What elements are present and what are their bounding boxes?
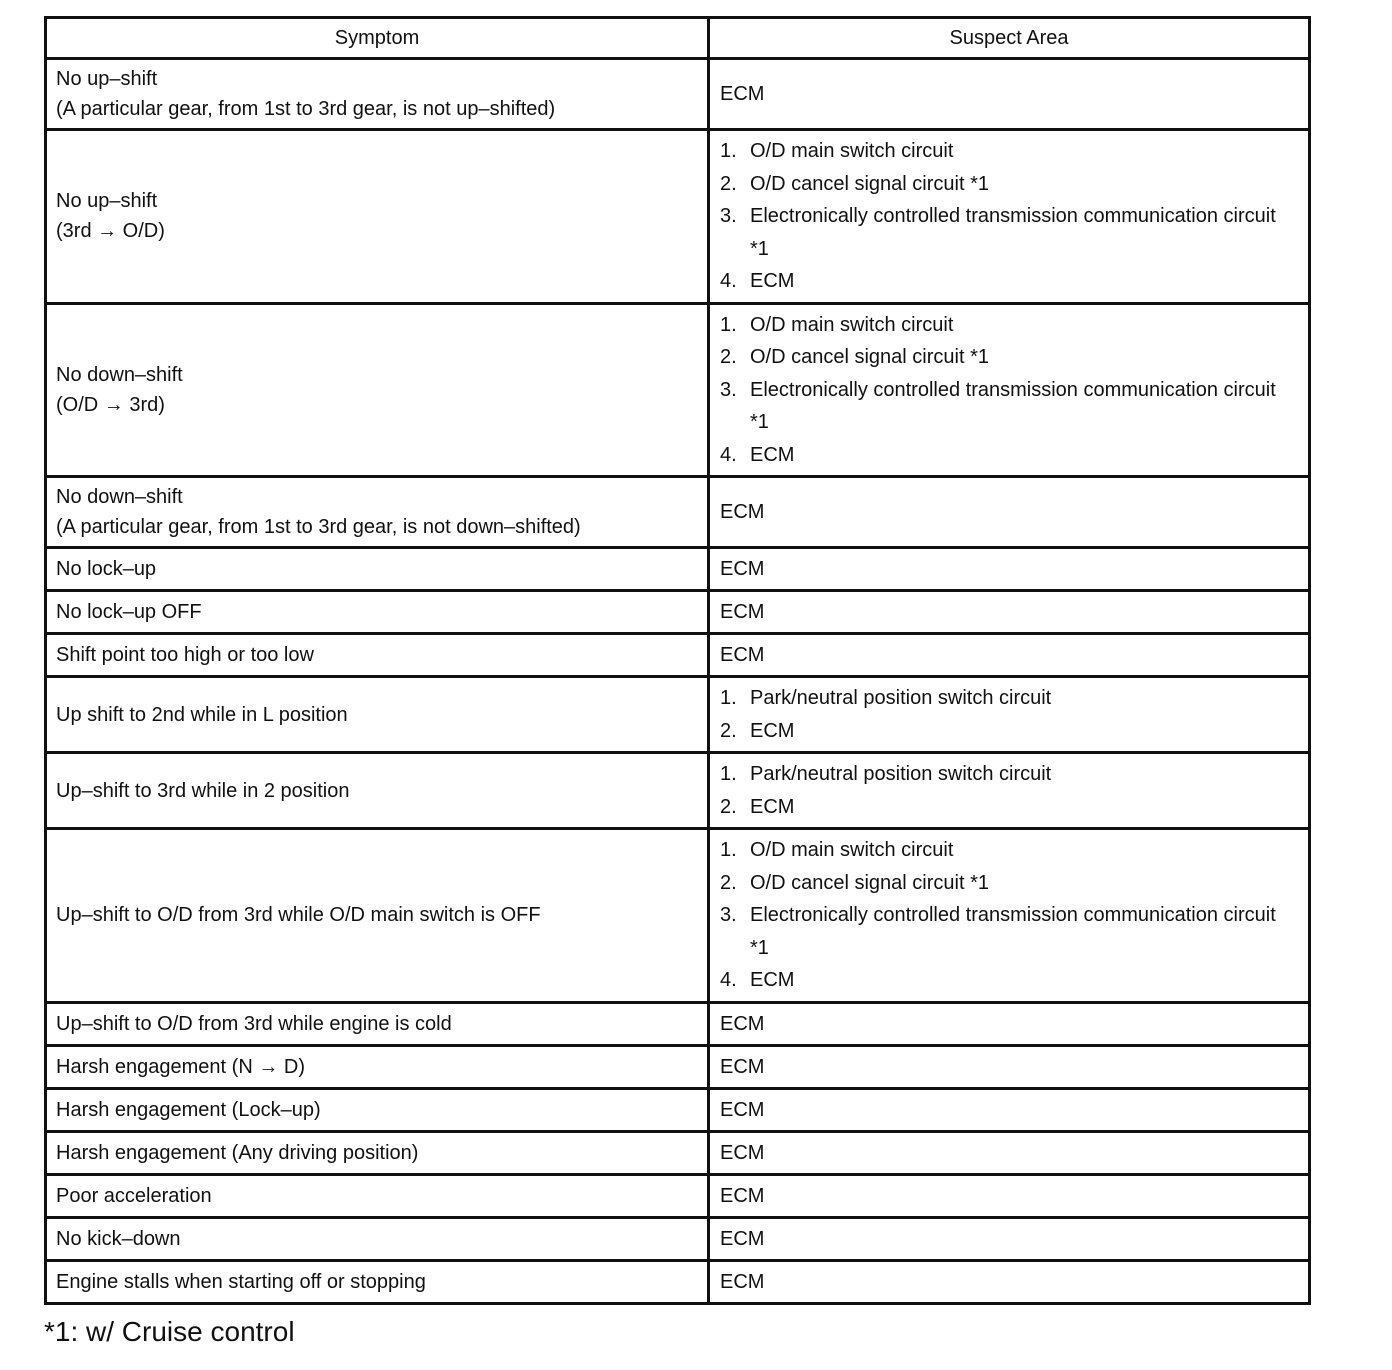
table-body (46, 59, 1310, 1304)
suspect-area-text: Park/neutral position switch circuit (750, 763, 1052, 785)
symptom-cell (46, 1045, 709, 1088)
list-item-number: 4. (720, 443, 737, 466)
suspect-area-text: ECM (720, 83, 765, 105)
suspect-area-cell (709, 677, 1310, 753)
table-row (46, 477, 1310, 548)
symptom-cell (46, 1260, 709, 1303)
list-item-number: 2. (720, 719, 737, 742)
suspect-area-text: Electronically controlled transmission communication circuit *1 (750, 205, 1276, 260)
table-row (46, 1260, 1310, 1303)
symptom-text: No down–shift (56, 363, 183, 386)
header-symptom: Symptom (46, 18, 709, 59)
suspect-area-list-item (720, 834, 1300, 867)
suspect-area-list-item (720, 439, 1300, 472)
symptom-text: No up–shift (56, 190, 158, 213)
suspect-area-list-item (720, 791, 1300, 824)
suspect-area-list-item (720, 758, 1300, 791)
suspect-area-list-item (720, 374, 1300, 439)
suspect-area-list (720, 682, 1300, 747)
suspect-area-text: ECM (720, 1012, 765, 1035)
symptom-text: Harsh engagement (N → D) (56, 1055, 305, 1078)
suspect-area-cell (709, 1131, 1310, 1174)
table-row (46, 1088, 1310, 1131)
suspect-area-list-item (720, 867, 1300, 900)
suspect-area-cell (709, 1217, 1310, 1260)
suspect-area-cell (709, 130, 1310, 304)
symptom-cell (46, 829, 709, 1003)
suspect-area-text: Electronically controlled transmission communication circuit *1 (750, 904, 1276, 959)
list-item-number: 1. (720, 313, 737, 336)
list-item-number: 1. (720, 140, 737, 162)
suspect-area-list-item (720, 715, 1300, 748)
table-header-row (46, 18, 1310, 59)
suspect-area-cell (709, 1002, 1310, 1045)
suspect-area-text: ECM (720, 1184, 765, 1207)
list-item-number: 2. (720, 172, 737, 195)
suspect-area-text: ECM (720, 1141, 765, 1164)
table-row (46, 1002, 1310, 1045)
suspect-area-list-item (720, 341, 1300, 374)
suspect-area-text: ECM (750, 795, 795, 818)
suspect-area-list-item (720, 682, 1300, 715)
suspect-area-list-item (720, 309, 1300, 342)
symptom-text: Up–shift to 3rd while in 2 position (56, 779, 350, 802)
table-row (46, 1045, 1310, 1088)
suspect-area-text: ECM (720, 601, 765, 623)
list-item-number: 2. (720, 871, 737, 894)
table-row (46, 303, 1310, 477)
list-item-number: 3. (720, 378, 737, 401)
suspect-area-text: ECM (720, 644, 765, 666)
symptom-text: Shift point too high or too low (56, 644, 314, 666)
list-item-number: 4. (720, 969, 737, 991)
symptom-suspect-table (44, 16, 1311, 1305)
suspect-area-text: O/D cancel signal circuit *1 (750, 172, 989, 195)
list-item-number: 1. (720, 687, 737, 709)
suspect-area-cell (709, 829, 1310, 1003)
suspect-area-cell (709, 303, 1310, 477)
table-row (46, 1131, 1310, 1174)
suspect-area-list (720, 135, 1300, 298)
list-item-number: 3. (720, 205, 737, 227)
suspect-area-text: ECM (750, 719, 795, 742)
table-row (46, 753, 1310, 829)
table-row (46, 59, 1310, 130)
table-row (46, 1174, 1310, 1217)
suspect-area-list-item (720, 265, 1300, 298)
list-item-number: 1. (720, 763, 737, 785)
suspect-area-cell (709, 591, 1310, 634)
suspect-area-text: ECM (720, 558, 765, 580)
suspect-area-cell (709, 1088, 1310, 1131)
symptom-cell (46, 1131, 709, 1174)
suspect-area-list-item (720, 899, 1300, 964)
symptom-text: No kick–down (56, 1227, 181, 1250)
symptom-cell (46, 59, 709, 130)
list-item-number: 1. (720, 839, 737, 861)
suspect-area-text: O/D main switch circuit (750, 313, 954, 336)
suspect-area-cell (709, 1174, 1310, 1217)
symptom-cell (46, 303, 709, 477)
symptom-text: (A particular gear, from 1st to 3rd gear, is not up–shifted) (56, 98, 556, 120)
symptom-text: Up shift to 2nd while in L position (56, 703, 348, 726)
suspect-area-cell (709, 1260, 1310, 1303)
symptom-cell (46, 130, 709, 304)
suspect-area-cell (709, 753, 1310, 829)
symptom-text: Harsh engagement (Lock–up) (56, 1098, 321, 1121)
symptom-text: No down–shift (56, 486, 183, 508)
symptom-text: (A particular gear, from 1st to 3rd gear, is not down–shifted) (56, 516, 581, 538)
suspect-area-cell (709, 634, 1310, 677)
symptom-cell (46, 548, 709, 591)
symptom-text: Engine stalls when starting off or stopping (56, 1270, 426, 1293)
troubleshooting-table-container (44, 16, 1308, 1305)
suspect-area-cell (709, 59, 1310, 130)
symptom-text: Up–shift to O/D from 3rd while O/D main switch is OFF (56, 904, 541, 927)
suspect-area-text: O/D cancel signal circuit *1 (750, 346, 989, 368)
suspect-area-list (720, 309, 1300, 472)
list-item-number: 4. (720, 270, 737, 292)
symptom-cell (46, 1217, 709, 1260)
symptom-text: No lock–up OFF (56, 601, 202, 623)
suspect-area-text: Electronically controlled transmission communication circuit *1 (750, 378, 1276, 433)
symptom-text: No lock–up (56, 558, 157, 580)
symptom-cell (46, 591, 709, 634)
symptom-cell (46, 1088, 709, 1131)
list-item-number: 2. (720, 795, 737, 818)
table-row (46, 829, 1310, 1003)
suspect-area-cell (709, 548, 1310, 591)
suspect-area-text: O/D cancel signal circuit *1 (750, 871, 989, 894)
table-row (46, 591, 1310, 634)
table-row (46, 677, 1310, 753)
suspect-area-cell (709, 477, 1310, 548)
table-row (46, 634, 1310, 677)
symptom-text: (O/D → 3rd) (56, 393, 165, 416)
table-row (46, 130, 1310, 304)
suspect-area-list-item (720, 135, 1300, 168)
suspect-area-list (720, 758, 1300, 823)
suspect-area-list-item (720, 964, 1300, 997)
suspect-area-text: ECM (750, 443, 795, 466)
suspect-area-text: ECM (750, 270, 795, 292)
symptom-text: Poor acceleration (56, 1184, 212, 1207)
symptom-text: Harsh engagement (Any driving position) (56, 1141, 419, 1164)
suspect-area-text: ECM (720, 1098, 765, 1121)
suspect-area-cell (709, 1045, 1310, 1088)
symptom-cell (46, 1002, 709, 1045)
symptom-cell (46, 634, 709, 677)
list-item-number: 2. (720, 346, 737, 368)
symptom-text: (3rd → O/D) (56, 220, 165, 243)
footnote: *1: w/ Cruise control (44, 1316, 295, 1347)
suspect-area-text: O/D main switch circuit (750, 140, 954, 162)
symptom-cell (46, 753, 709, 829)
suspect-area-list-item (720, 200, 1300, 265)
symptom-cell (46, 677, 709, 753)
symptom-text: No up–shift (56, 68, 158, 90)
suspect-area-text: Park/neutral position switch circuit (750, 687, 1052, 709)
symptom-cell (46, 1174, 709, 1217)
suspect-area-text: ECM (750, 969, 795, 991)
table-row (46, 1217, 1310, 1260)
symptom-text: Up–shift to O/D from 3rd while engine is cold (56, 1012, 452, 1035)
suspect-area-text: ECM (720, 1227, 765, 1250)
suspect-area-list-item (720, 168, 1300, 201)
list-item-number: 3. (720, 904, 737, 926)
suspect-area-text: O/D main switch circuit (750, 839, 954, 861)
suspect-area-text: ECM (720, 501, 765, 523)
suspect-area-text: ECM (720, 1055, 765, 1078)
suspect-area-text: ECM (720, 1270, 765, 1293)
header-suspect-area: Suspect Area (709, 18, 1310, 59)
table-row (46, 548, 1310, 591)
symptom-cell (46, 477, 709, 548)
suspect-area-list (720, 834, 1300, 997)
